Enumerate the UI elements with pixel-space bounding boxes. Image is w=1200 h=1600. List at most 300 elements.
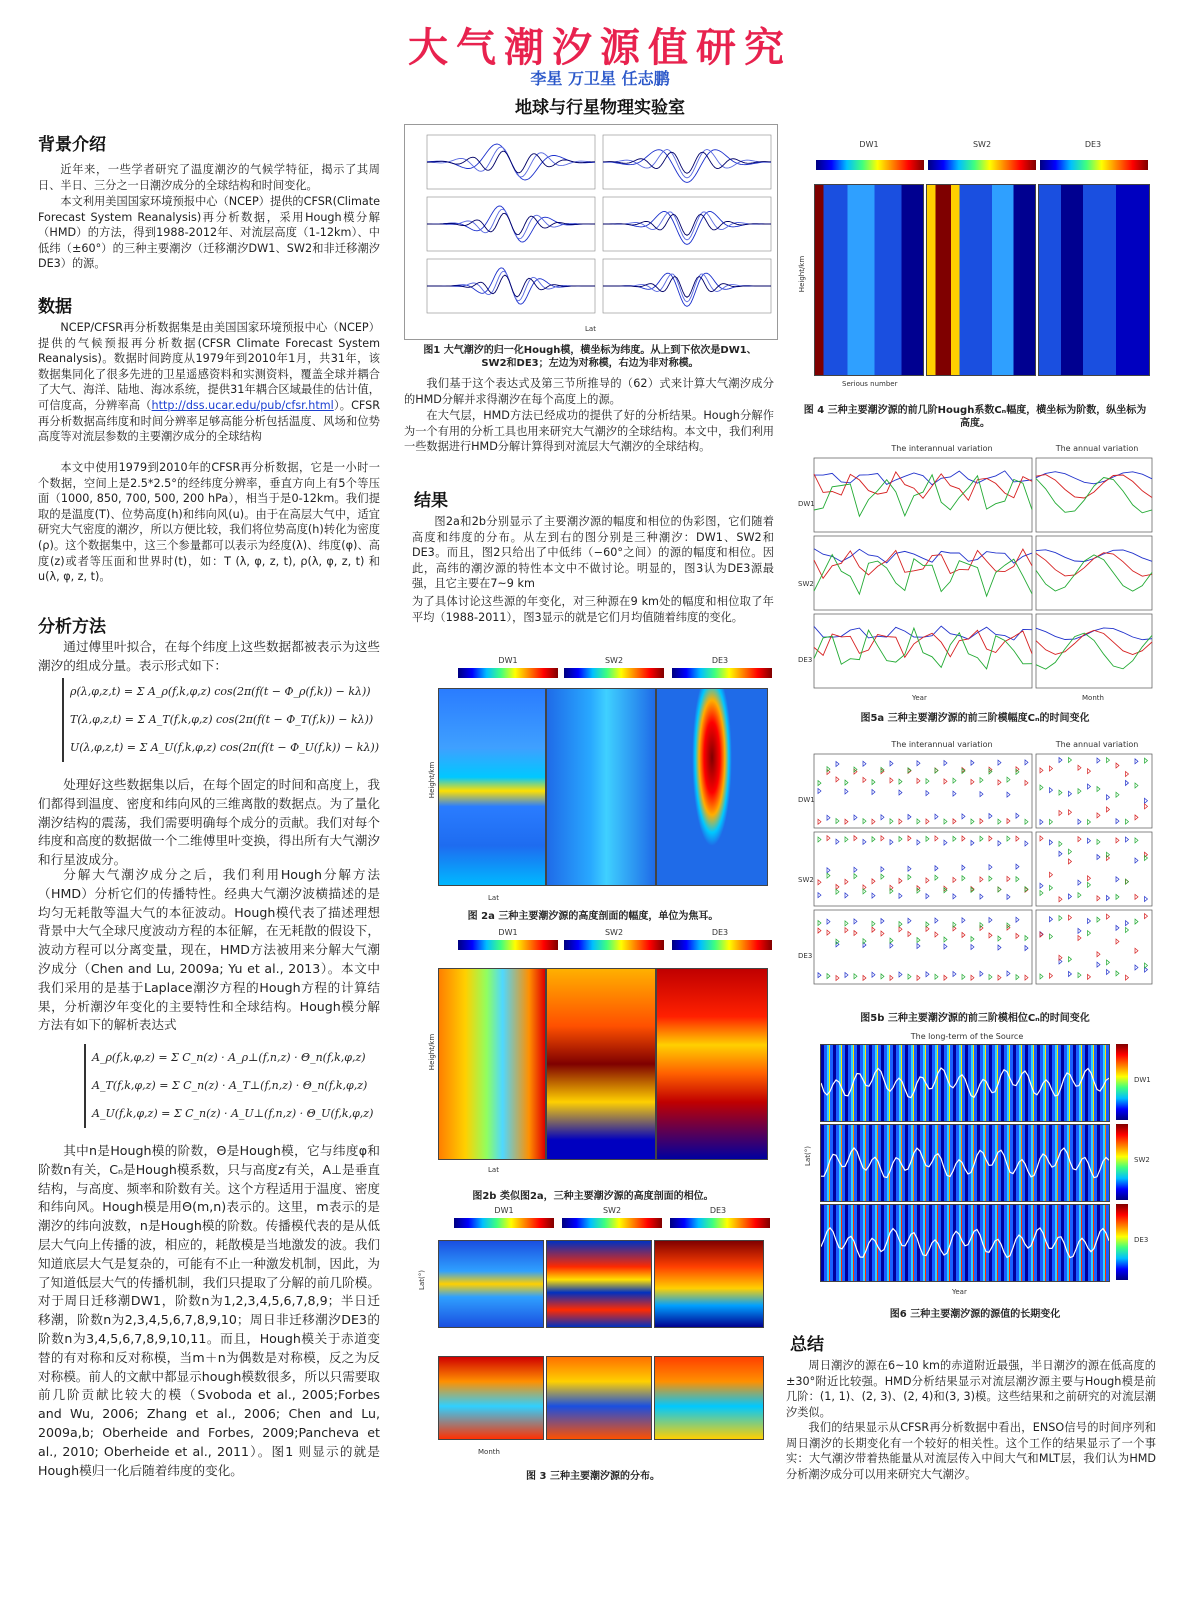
phase-marker <box>1050 885 1053 890</box>
phase-marker <box>1078 789 1081 794</box>
middle-paragraph-1: 我们基于这个表达式及第三节所推导的（62）式来计算大气潮汐成分的HMD分解并求得潮汐在每个高度上的源。 <box>404 377 774 406</box>
phase-marker <box>1107 795 1110 800</box>
figure-6-caption: 图6 三种主要潮汐源的源值的长期变化 <box>889 1309 1061 1320</box>
fourier-equation-block <box>62 678 379 762</box>
phase-marker <box>953 819 956 824</box>
figure-5b-right-subplot <box>1036 754 1152 828</box>
phase-marker <box>1097 952 1100 957</box>
phase-marker <box>845 893 848 898</box>
figure-5a-row-label-sw2: SW2 <box>798 580 814 588</box>
data-paragraph-1 <box>38 320 380 445</box>
amplitude-series-line <box>1036 555 1152 591</box>
figure-1-hough-modes <box>404 124 778 340</box>
phase-marker <box>890 778 893 783</box>
phase-marker <box>899 878 902 883</box>
phase-marker <box>1007 836 1010 841</box>
phase-marker <box>1145 914 1148 919</box>
phase-marker <box>1126 772 1129 777</box>
phase-marker <box>1088 931 1091 936</box>
phase-marker <box>827 919 830 924</box>
phase-marker <box>872 893 875 898</box>
phase-marker <box>899 922 902 927</box>
figure-6-row-label-de3: DE3 <box>1134 1236 1149 1244</box>
figure-2b-panel-title-de3: DE3 <box>711 928 729 937</box>
phase-marker <box>980 971 983 976</box>
phase-marker <box>890 819 893 824</box>
phase-marker <box>935 932 938 937</box>
phase-marker <box>854 974 857 979</box>
phase-marker <box>908 875 911 880</box>
phase-marker <box>818 781 821 786</box>
phase-marker <box>1078 880 1081 885</box>
phase-marker <box>881 919 884 924</box>
phase-marker <box>827 836 830 841</box>
phase-marker <box>1107 895 1110 900</box>
equation-temperature: T(λ,φ,z,t) = Σ A_T(f,k,φ,z) cos(2π(f(t − Φ_T(f,k)) − kλ)) <box>70 713 374 726</box>
figure-2b-y-label: Height/km <box>428 1033 437 1071</box>
phase-marker <box>845 928 848 933</box>
phase-marker <box>908 931 911 936</box>
figure-5a-right-subplot <box>1036 614 1152 688</box>
phase-marker <box>845 972 848 977</box>
amplitude-series-line <box>1036 472 1152 484</box>
phase-marker <box>908 974 911 979</box>
phase-marker <box>1145 798 1148 803</box>
phase-marker <box>1107 758 1110 763</box>
phase-marker <box>1078 973 1081 978</box>
heatmap-panel-dw1 <box>814 184 924 376</box>
phase-marker <box>926 922 929 927</box>
phase-marker <box>845 789 848 794</box>
phase-marker <box>1069 971 1072 976</box>
phase-marker <box>926 926 929 931</box>
phase-marker <box>980 877 983 882</box>
phase-marker <box>998 819 1001 824</box>
phase-marker <box>953 836 956 841</box>
phase-marker <box>818 880 821 885</box>
hough-mode-curve <box>427 275 595 297</box>
phase-marker <box>926 791 929 796</box>
hough-mode-curve <box>427 151 595 173</box>
phase-marker <box>980 778 983 783</box>
phase-marker <box>971 760 974 765</box>
phase-marker <box>1016 933 1019 938</box>
phase-marker <box>1088 918 1091 923</box>
phase-marker <box>998 945 1001 950</box>
method-paragraph-2: 处理好这些数据集以后，在每个固定的时间和高度上，我们都得到温度、密度和纬向风的三维离散的数据点。为了量化潮汐结构的震荡，我们需要明确每个成分的贡献。我们对每个纬度和高度的数据做一个二维傅里叶变换，得出所有大气潮汐和行星波成分。 <box>38 777 380 868</box>
phase-marker <box>1126 879 1129 884</box>
phase-marker <box>1069 758 1072 763</box>
section-heading-method: 分析方法 <box>38 617 106 637</box>
figure-5a-right-title: The annual variation <box>1055 444 1139 453</box>
figure-2a-amplitude <box>412 656 774 908</box>
phase-marker <box>953 922 956 927</box>
figure-3-caption: 图 3 三种主要潮汐源的分布。 <box>526 1471 660 1482</box>
phase-marker <box>1116 894 1119 899</box>
amplitude-series-line <box>814 630 1032 657</box>
phase-marker <box>953 778 956 783</box>
phase-marker <box>1088 838 1091 843</box>
phase-marker <box>818 789 821 794</box>
phase-marker <box>872 879 875 884</box>
heatmap-panel-sw2 <box>820 1124 1110 1202</box>
phase-marker <box>917 761 920 766</box>
phase-marker <box>863 839 866 844</box>
phase-marker <box>998 760 1001 765</box>
phase-marker <box>1050 934 1053 939</box>
phase-marker <box>899 779 902 784</box>
phase-marker <box>1078 928 1081 933</box>
heatmap-panel-dw1 <box>820 1044 1110 1122</box>
phase-marker <box>1145 963 1148 968</box>
heatmap-panel-de3 <box>654 1356 764 1440</box>
white-trend-line <box>821 1205 1109 1281</box>
phase-marker <box>1025 975 1028 980</box>
phase-marker <box>917 840 920 845</box>
phase-marker <box>1016 877 1019 882</box>
phase-marker <box>953 791 956 796</box>
phase-marker <box>962 918 965 923</box>
figure-2a-y-label: Height/km <box>428 761 437 799</box>
phase-marker <box>836 777 839 782</box>
middle-paragraph-2: 在大气层，HMD方法已经成功的提供了好的分析结果。Hough分解作为一个有用的分析工具也用来研究大气潮汐的全球结构。本文中，我们利用一些数据进行HMD分解计算得到对流层大气潮汐的全球结构。 <box>404 409 774 454</box>
hough-mode-curve <box>603 152 771 173</box>
phase-marker <box>1050 788 1053 793</box>
figure-2a-panel-title-dw1: DW1 <box>498 656 518 665</box>
figure-5b-row-label-sw2: SW2 <box>798 876 814 884</box>
phase-marker <box>980 894 983 899</box>
figure-1-plot <box>405 125 777 339</box>
phase-marker <box>917 938 920 943</box>
phase-marker <box>1040 836 1043 841</box>
amplitude-series-line <box>814 555 1032 597</box>
figure-2b-panel-title-sw2: SW2 <box>604 928 624 937</box>
phase-marker <box>1107 960 1110 965</box>
phase-marker <box>1007 777 1010 782</box>
phase-marker <box>890 761 893 766</box>
phase-marker <box>1007 792 1010 797</box>
conclusion-paragraph-1: 周日潮汐的源在6~10 km的赤道附近最强，半日潮汐的源在低高度的±30°附近比较强。HMD分析结果显示对流层潮汐源主要与Hough模是前几阶：(1, 1)、(2, 3)、(2, 4)和(3, 3)模。这些结果和之前研究的对流层潮汐类似。 <box>786 1359 1156 1419</box>
phase-marker <box>863 761 866 766</box>
hough-mode-curve <box>603 277 771 298</box>
phase-marker <box>1069 894 1072 899</box>
cfsr-data-link[interactable]: http://dss.ucar.edu/pub/cfsr.html <box>151 398 334 412</box>
phase-marker <box>944 761 947 766</box>
phase-marker <box>908 814 911 819</box>
phase-marker <box>1069 849 1072 854</box>
phase-marker <box>854 919 857 924</box>
phase-marker <box>872 790 875 795</box>
phase-marker <box>935 836 938 841</box>
phase-marker <box>1069 859 1072 864</box>
heatmap-panel-de3 <box>1038 184 1150 376</box>
phase-marker <box>998 975 1001 980</box>
phase-marker <box>1088 819 1091 824</box>
figure-4-y-label: Height/km <box>798 255 807 293</box>
phase-marker <box>944 975 947 980</box>
phase-marker <box>926 779 929 784</box>
phase-marker <box>1107 914 1110 919</box>
phase-marker <box>863 939 866 944</box>
figure-2a-x-label: Lat <box>488 894 499 902</box>
phase-marker <box>926 972 929 977</box>
figure-5b-left-subplot <box>814 754 1032 828</box>
phase-marker <box>899 927 902 932</box>
phase-marker <box>1059 955 1062 960</box>
phase-marker <box>962 865 965 870</box>
phase-marker <box>818 973 821 978</box>
phase-marker <box>1025 841 1028 846</box>
phase-marker <box>827 930 830 935</box>
phase-marker <box>1069 810 1072 815</box>
phase-marker <box>899 837 902 842</box>
phase-marker <box>1059 851 1062 856</box>
phase-marker <box>827 868 830 873</box>
phase-marker <box>854 931 857 936</box>
phase-marker <box>872 927 875 932</box>
phase-marker <box>1135 919 1138 924</box>
phase-marker <box>1016 864 1019 869</box>
amplitude-series-line <box>1036 628 1152 640</box>
phase-marker <box>1097 787 1100 792</box>
equation-zonal-wind: U(λ,φ,z,t) = Σ A_U(f,k,φ,z) cos(2π(f(t − Φ_U(f,k)) − kλ)) <box>70 741 380 754</box>
phase-marker <box>1088 769 1091 774</box>
figure-2b-panel-title-dw1: DW1 <box>498 928 518 937</box>
phase-marker <box>1097 855 1100 860</box>
phase-marker <box>845 837 848 842</box>
phase-marker <box>935 866 938 871</box>
phase-marker <box>836 975 839 980</box>
data-paragraph-1-part-a: NCEP/CFSR再分析数据集是由美国国家环境预报中心（NCEP）提供的气候预报再分析数据(CFSR Climate Forecast System Reanalysis)。数据时间跨度从1979年到2010年1月，共31年，该数据集同化了很多先进的卫星遥感资料和实测资料，覆盖全球并耦合了大气、海洋、陆地、海冰系统，提供31年耦合区域最佳的估计值，可信度高，分辨率高（ <box>38 321 380 412</box>
heatmap-panel-sw2 <box>926 184 1036 376</box>
phase-marker <box>1040 768 1043 773</box>
figure-6-row-label-sw2: SW2 <box>1134 1156 1150 1164</box>
heatmap-panel-sw2 <box>546 1240 652 1328</box>
phase-marker <box>926 819 929 824</box>
phase-marker <box>1050 917 1053 922</box>
phase-marker <box>1107 807 1110 812</box>
phase-marker <box>1145 804 1148 809</box>
phase-marker <box>1050 766 1053 771</box>
figure-1-subplot <box>603 197 771 251</box>
trend-line <box>821 1228 1109 1258</box>
phase-marker <box>1040 883 1043 888</box>
section-heading-conclusion: 总结 <box>790 1335 824 1355</box>
amplitude-series-line <box>1036 633 1152 669</box>
phase-marker <box>1116 939 1119 944</box>
phase-marker <box>1116 763 1119 768</box>
hough-equation-block <box>84 1044 373 1128</box>
phase-marker <box>926 894 929 899</box>
white-trend-line <box>821 1045 1109 1121</box>
phase-marker <box>971 937 974 942</box>
phase-marker <box>1025 819 1028 824</box>
method-paragraph-3: 分解大气潮汐成分之后，我们利用Hough分解方法（HMD）分析它们的传播特性。经典大气潮汐波横描述的是均匀无耗散等温大气的本征波动。Hough模代表了描述理想背景中大气全球尺度波动方程的本征解，在无耗散的假设下，波动方程可以分离变量，现在，HMD方法被用来分解大气潮汐成分（Chen and Lu, 2009a; Yu et al., 2013）。本文中我们采用的是基于Laplace潮汐方程的Hough方程的计算结果，分析潮汐年变化的主要特性和全球结构。Hough模分解方法有如下的解析表达式 <box>38 867 380 1033</box>
phase-marker <box>1050 872 1053 877</box>
phase-marker <box>818 928 821 933</box>
figure-1-subplot <box>603 135 771 189</box>
phase-marker <box>845 780 848 785</box>
colorbar <box>564 668 664 678</box>
phase-marker <box>836 839 839 844</box>
figure-5b-left-subplot <box>814 832 1032 906</box>
colorbar <box>1116 1124 1128 1200</box>
figure-5b-row-label-de3: DE3 <box>798 952 813 960</box>
phase-marker <box>827 815 830 820</box>
phase-marker <box>1135 948 1138 953</box>
phase-marker <box>980 836 983 841</box>
phase-marker <box>944 944 947 949</box>
colorbar <box>458 940 558 950</box>
figure-5a-x-label-right: Month <box>1082 694 1104 702</box>
figure-4-panel-title-dw1: DW1 <box>859 140 879 149</box>
heatmap-panel-dw1 <box>438 688 546 886</box>
figure-2b-phase <box>412 928 774 1180</box>
figure-5b-left-title: The interannual variation <box>891 740 993 749</box>
method-paragraph-4: 其中n是Hough模的阶数，Θ是Hough模，它与纬度φ和阶数n有关，Cₙ是Hough模系数，只与高度z有关，A⊥是垂直结构，与高度、频率和阶数有关。这个方程适用于温度、密度和纬向风。Hough模是用Θ(m,n)表示的。这里，m表示的是潮汐的纬向波数，n是Hough模的阶数。传播模代表的是从低层大气向上传播的波，相应的，耗散模是当地激发的波。我们知道底层大气是复杂的，可能有不止一种激发机制，因此，为了知道低层大气的传播机制，我们只提取了分解的前几阶模。对于周日迁移潮DW1，阶数n为1,2,3,4,5,6,7,8,9；半日迁移潮，阶数n为2,3,4,5,6,7,8,9,10；周日非迁移潮汐DE3的阶数n为3,4,5,6,7,8,9,10,11。而且，Hough模关于赤道变替的有对称和反对称模，当m＋n为偶数是对称模，反之为反对称模。前人的文献中都显示hough模数很多，所以只需要取前几阶贡献比较大的模（Svoboda et al., 2005;Forbes and Wu, 2006; Zhang et al., 2006; Chen and Lu, 2009a,b; Oberheide and Forbes, 2009;Pancheva et al., 2010; Oberheide et al., 2011）。图1 则显示的就是Hough模归一化后随着纬度的变化。 <box>38 1143 380 1478</box>
phase-marker <box>998 936 1001 941</box>
phase-marker <box>1025 760 1028 765</box>
figure-5b-plot <box>792 736 1156 998</box>
phase-marker <box>1116 838 1119 843</box>
hough-mode-curve <box>603 214 771 235</box>
phase-marker <box>953 894 956 899</box>
phase-marker <box>1025 780 1028 785</box>
phase-marker <box>836 889 839 894</box>
phase-marker <box>1007 971 1010 976</box>
figure-4-caption: 图 4 三种主要潮汐源的前几阶Hough系数Cₙ幅度，横坐标为阶数，纵坐标为高度。 <box>803 405 1147 429</box>
phase-marker <box>1016 975 1019 980</box>
white-trend-line <box>821 1125 1109 1201</box>
phase-marker <box>971 975 974 980</box>
equation-density: ρ(λ,φ,z,t) = Σ A_ρ(f,k,φ,z) cos(2π(f(t − Φ_ρ(f,k)) − kλ)) <box>70 685 371 698</box>
phase-marker <box>890 975 893 980</box>
phase-marker <box>1097 839 1100 844</box>
phase-marker <box>1097 758 1100 763</box>
phase-marker <box>1059 916 1062 921</box>
colorbar <box>816 160 924 170</box>
figure-5a-caption: 图5a 三种主要潮汐源的前三阶模幅度Cₙ的时间变化 <box>860 713 1090 724</box>
phase-marker <box>863 975 866 980</box>
heatmap-panel-dw1 <box>438 968 546 1160</box>
figure-5a-left-title: The interannual variation <box>891 444 993 453</box>
phase-marker <box>935 875 938 880</box>
figure-4-hough-coefficients <box>792 140 1156 396</box>
phase-marker <box>989 814 992 819</box>
phase-marker <box>1135 894 1138 899</box>
section-heading-background: 背景介绍 <box>38 135 106 155</box>
phase-marker <box>827 974 830 979</box>
conclusion-paragraph-2: 我们的结果显示从CFSR再分析数据中看出，ENSO信号的时间序列和周日潮汐的长期变化有一个较好的相关性。这个工作的结果显示了一个事实：大气潮汐带着热能量从对流层传入中间大气和MLT层，我们认为HMD分析潮汐成分可以用来研究大气潮汐。 <box>786 1421 1156 1481</box>
background-paragraph-2: 本文利用美国国家环境预报中心（NCEP）提供的CFSR(Climate Forecast System Reanalysis)再分析数据，采用Hough模分解（HMD）的方法，得到1988-2012年、对流层高度（1-12km）、中低纬（±60°）的三种主要潮汐（迁移潮汐DW1、SW2和非迁移潮汐DE3）的源。 <box>38 195 380 271</box>
figure-6-row-label-dw1: DW1 <box>1134 1076 1151 1084</box>
phase-marker <box>881 931 884 936</box>
institution: 地球与行星物理实验室 <box>515 98 685 118</box>
amplitude-series-line <box>1036 630 1152 654</box>
phase-marker <box>1059 841 1062 846</box>
hough-equation-zonal-wind: A_U(f,k,φ,z) = Σ C_n(z) · A_U⊥(f,n,z) · Θ_U(f,k,φ,z) <box>92 1107 374 1120</box>
phase-marker <box>890 840 893 845</box>
phase-marker <box>944 819 947 824</box>
phase-marker <box>989 865 992 870</box>
phase-marker <box>1145 758 1148 763</box>
phase-marker <box>1097 962 1100 967</box>
phase-marker <box>872 780 875 785</box>
phase-marker <box>1040 891 1043 896</box>
phase-marker <box>1016 813 1019 818</box>
phase-marker <box>1050 840 1053 845</box>
phase-marker <box>854 874 857 879</box>
phase-marker <box>980 819 983 824</box>
phase-marker <box>1135 783 1138 788</box>
phase-marker <box>1135 815 1138 820</box>
colorbar <box>564 940 664 950</box>
phase-marker <box>1040 820 1043 825</box>
colorbar <box>454 1218 554 1228</box>
phase-marker <box>989 836 992 841</box>
data-paragraph-1-part-b: ）。CFSR再分析数据高纬度和时间分辨率足够高能分析包括温度、风场和位势高度等对流层参数的主要潮汐成分的全球结构 <box>38 398 380 444</box>
phase-marker <box>926 878 929 883</box>
phase-marker <box>944 937 947 942</box>
figure-5a-right-subplot <box>1036 536 1152 610</box>
phase-marker <box>1135 858 1138 863</box>
phase-marker <box>863 819 866 824</box>
phase-marker <box>908 836 911 841</box>
heatmap-panel-sw2 <box>546 1356 652 1440</box>
figure-5b-row-label-dw1: DW1 <box>798 796 815 804</box>
figure-4-panel-title-de3: DE3 <box>1084 140 1102 149</box>
phase-marker <box>998 780 1001 785</box>
phase-marker <box>962 932 965 937</box>
figure-5a-row-label-de3: DE3 <box>798 656 813 664</box>
figure-6-x-label: Year <box>952 1288 967 1296</box>
figure-4-x-label: Serious number <box>842 380 898 388</box>
phase-marker <box>1088 882 1091 887</box>
phase-marker <box>953 972 956 977</box>
phase-marker <box>1078 935 1081 940</box>
phase-marker <box>1025 936 1028 941</box>
colorbar <box>562 1218 662 1228</box>
phase-marker <box>836 761 839 766</box>
heatmap-panel-sw2 <box>546 688 656 886</box>
heatmap-panel-de3 <box>820 1204 1110 1282</box>
phase-marker <box>917 778 920 783</box>
phase-marker <box>818 819 821 824</box>
phase-marker <box>1126 837 1129 842</box>
phase-marker <box>1116 971 1119 976</box>
figure-3-distribution <box>412 1206 774 1464</box>
phase-marker <box>854 867 857 872</box>
section-heading-results: 结果 <box>414 491 448 511</box>
results-paragraph-1: 图2a和2b分别显示了主要潮汐源的幅度和相位的伪彩图，它们随着高度和纬度的分布。从左到右的图分别是三种潮汐：DW1、SW2和DE3。而且，图2只给出了中低纬（−60°之间）的源的幅度和相位。因此，高纬的潮汐源的特性本文中不做讨论。明显的，图3认为DE3源最强，且它主要在7~9 km <box>412 515 774 591</box>
phase-marker <box>899 790 902 795</box>
section-heading-data: 数据 <box>38 297 72 317</box>
phase-marker <box>872 972 875 977</box>
phase-marker <box>1059 897 1062 902</box>
data-paragraph-2: 本文中使用1979到2010年的CFSR再分析数据，它是一小时一个数据，空间上是2.5*2.5°的经纬度分辨率，垂直方向上有5个等压面（1000, 850, 700, 500, 200 hPa），相当于是0-12km。我们提取的是温度(T)、位势高度(h)和纬向风(u)。由于在高层大气中，适宜研究大气密度的潮汐，所以方便比较，我们将位势高度(h)转化为密度(ρ)。这个数据集中，这三个参量都可以表示为经度(λ)、纬度(φ)、高度(z)或者等压面和世界时(t)，如：T (λ, φ, z, t), ρ(λ, φ, z, t) 和 u(λ, φ, z, t)。 <box>38 461 380 584</box>
figure-5a-amplitude-time-series <box>792 440 1156 704</box>
phase-marker <box>935 974 938 979</box>
phase-marker <box>1088 784 1091 789</box>
phase-marker <box>1097 813 1100 818</box>
phase-marker <box>845 819 848 824</box>
colorbar <box>1040 160 1148 170</box>
figure-5a-left-subplot <box>814 458 1032 532</box>
phase-marker <box>818 893 821 898</box>
phase-marker <box>1059 758 1062 763</box>
heatmap-panel-de3 <box>656 968 768 1160</box>
phase-marker <box>1078 893 1081 898</box>
